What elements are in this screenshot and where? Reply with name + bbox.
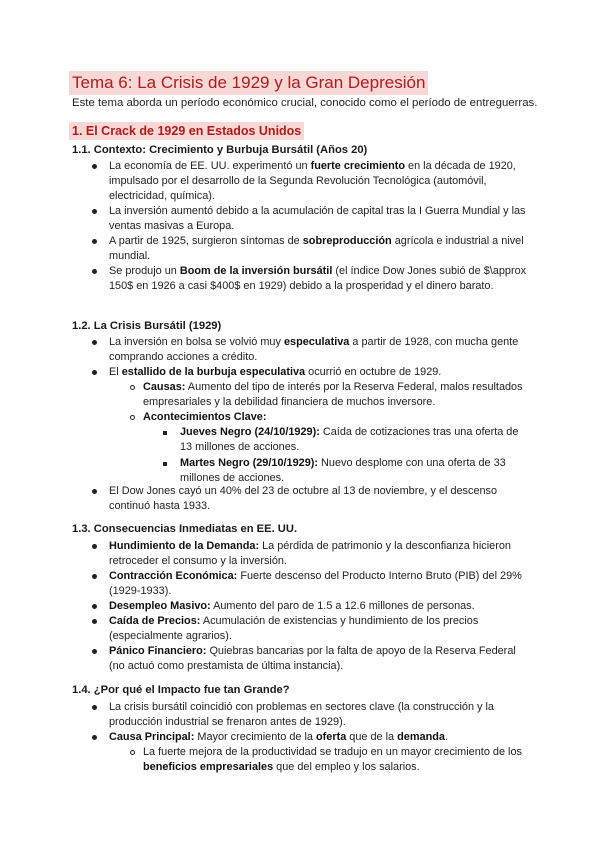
- bullet-icon: [92, 370, 97, 375]
- subsection-heading-1-2: 1.2. La Crisis Bursátil (1929): [72, 320, 222, 332]
- list-item: A partir de 1925, surgieron síntomas de sobreproducción agrícola e industrial a nivel mundial.: [92, 234, 528, 264]
- list-item: Caída de Precios: Acumulación de existencias y hundimiento de los precios (especialmente agrarios).: [92, 614, 528, 644]
- bullet-icon: [92, 735, 97, 740]
- bullet-icon: [92, 705, 97, 710]
- list-1-4: [92, 700, 528, 745]
- list-item: La inversión aumentó debido a la acumulación de capital tras la I Guerra Mundial y las ventas masivas a Europa.: [92, 204, 528, 234]
- bullet-icon: [92, 209, 97, 214]
- page-title: Tema 6: La Crisis de 1929 y la Gran Depresión: [69, 71, 428, 95]
- bullet-icon: [92, 269, 97, 274]
- list-1-2-eventos: [162, 425, 528, 486]
- list-1-3: [92, 539, 528, 674]
- bullet-icon: [92, 649, 97, 654]
- list-item: La economía de EE. UU. experimentó un fuerte crecimiento en la década de 1920, impulsado por el desarrollo de la Segunda Revolución Tecnológica (automóvil, electricidad, química).: [92, 159, 528, 204]
- list-item: Causa Principal: Mayor crecimiento de la oferta que de la demanda.: [92, 730, 528, 745]
- list-item: La fuerte mejora de la productividad se tradujo en un mayor crecimiento de los beneficios empresariales que del empleo y los salarios.: [130, 745, 528, 775]
- square-bullet-icon: [163, 462, 167, 466]
- circle-bullet-icon: [130, 750, 135, 755]
- list-item: Hundimiento de la Demanda: La pérdida de patrimonio y la desconfianza hicieron retroceder el consumo y la inversión.: [92, 539, 528, 569]
- list-1-2-causas: [130, 380, 528, 425]
- list-1-2b: [92, 484, 528, 514]
- bullet-icon: [92, 489, 97, 494]
- list-item: Se produjo un Boom de la inversión bursátil (el índice Dow Jones subió de $\approx 150$ en 1926 a casi $400$ en 1929) debido a la prosperidad y el dinero barato.: [92, 264, 528, 294]
- list-item: Jueves Negro (24/10/1929): Caída de cotizaciones tras una oferta de 13 millones de acciones.: [162, 425, 528, 455]
- subsection-heading-1-3: 1.3. Consecuencias Inmediatas en EE. UU.: [72, 523, 298, 535]
- list-item: Causas: Aumento del tipo de interés por la Reserva Federal, malos resultados empresariales y la debilidad financiera de muchos inversore.: [130, 380, 528, 410]
- square-bullet-icon: [163, 431, 167, 435]
- list-1-2a: [92, 335, 528, 380]
- list-item: El Dow Jones cayó un 40% del 23 de octubre al 13 de noviembre, y el descenso continuó hasta 1933.: [92, 484, 528, 514]
- section-heading-1: 1. El Crack de 1929 en Estados Unidos: [69, 122, 304, 140]
- bullet-icon: [92, 619, 97, 624]
- list-item: Pánico Financiero: Quiebras bancarias por la falta de apoyo de la Reserva Federal (no actuó como prestamista de última instancia).: [92, 644, 528, 674]
- list-item: Acontecimientos Clave:: [130, 410, 528, 425]
- list-1-4-sub: [130, 745, 528, 775]
- list-item: Desempleo Masivo: Aumento del paro de 1.5 a 12.6 millones de personas.: [92, 599, 528, 614]
- list-item: La crisis bursátil coincidió con problemas en sectores clave (la construcción y la producción industrial se frenaron antes de 1929).: [92, 700, 528, 730]
- bullet-icon: [92, 340, 97, 345]
- intro-paragraph: Este tema aborda un período económico crucial, conocido como el período de entreguerras.: [72, 97, 538, 109]
- bullet-icon: [92, 239, 97, 244]
- bullet-icon: [92, 544, 97, 549]
- list-item: Martes Negro (29/10/1929): Nuevo desplome con una oferta de 33 millones de acciones.: [162, 456, 528, 486]
- bullet-icon: [92, 574, 97, 579]
- subsection-heading-1-1: 1.1. Contexto: Crecimiento y Burbuja Bursátil (Años 20): [72, 144, 368, 156]
- bullet-icon: [92, 164, 97, 169]
- list-1-1: [92, 159, 528, 294]
- bullet-icon: [92, 604, 97, 609]
- circle-bullet-icon: [130, 385, 135, 390]
- list-item: El estallido de la burbuja especulativa ocurrió en octubre de 1929.: [92, 365, 528, 380]
- subsection-heading-1-4: 1.4. ¿Por qué el Impacto fue tan Grande?: [72, 684, 290, 696]
- list-item: La inversión en bolsa se volvió muy especulativa a partir de 1928, con mucha gente comprando acciones a crédito.: [92, 335, 528, 365]
- circle-bullet-icon: [130, 415, 135, 420]
- list-item: Contracción Económica: Fuerte descenso del Producto Interno Bruto (PIB) del 29% (1929-1933).: [92, 569, 528, 599]
